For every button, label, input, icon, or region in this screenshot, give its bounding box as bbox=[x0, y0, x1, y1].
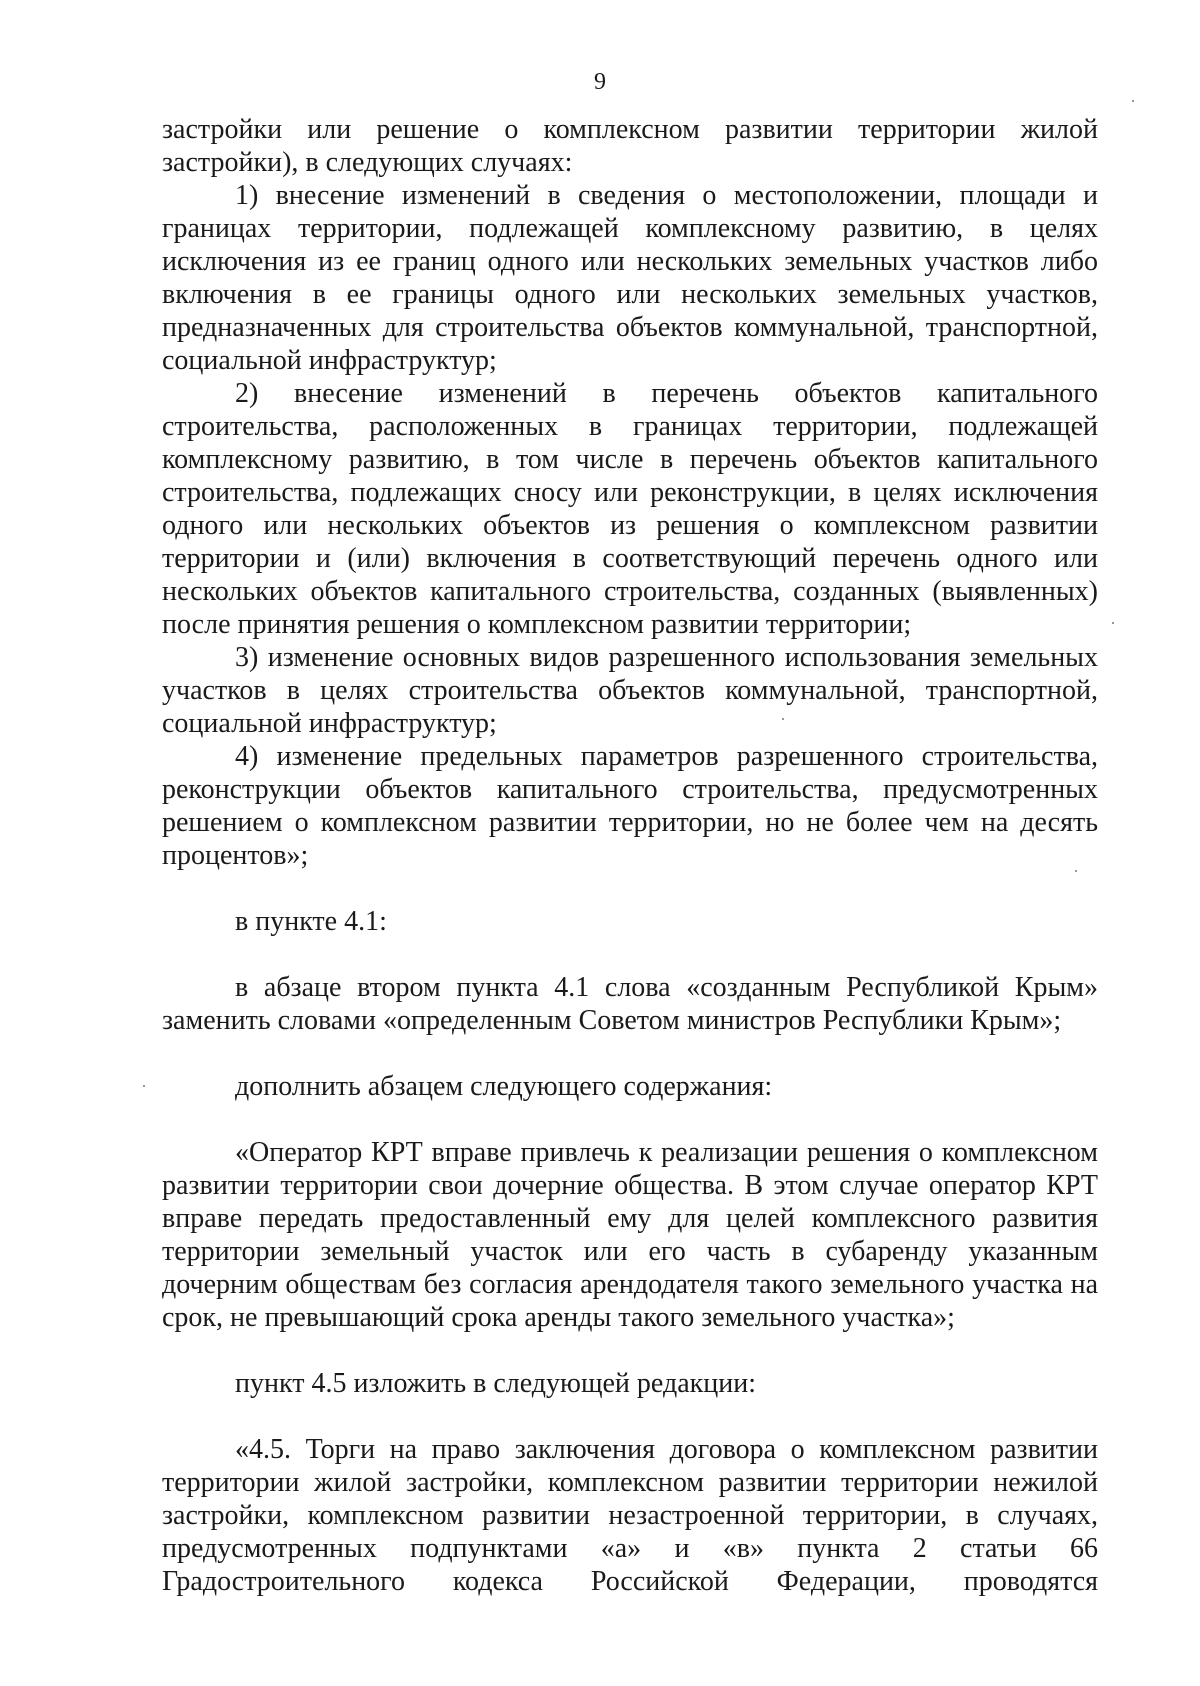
paragraph-point-4-1: в пункте 4.1: bbox=[235, 906, 387, 937]
spacer bbox=[162, 1037, 1098, 1070]
paragraph-item-1: 1) внесение изменений в сведения о местоположении, площади и границах территории, подлежащей комплексному развитию, в целях исключения из ее границ одного или нескольких земельных участков либо включения в ее границы одного или нескольких земельных участков, предназначенных для строительства объектов коммунальной, транспортной, социальной инфраструктур; bbox=[162, 180, 1098, 376]
paragraph-item-3: 3) изменение основных видов разрешенного использования земельных участков в целях строительства объектов коммунальной, транспортной, социальной инфраструктур; bbox=[162, 642, 1098, 739]
spacer bbox=[162, 1103, 1098, 1136]
spacer bbox=[162, 1334, 1098, 1367]
paragraph-operator-krt: «Оператор КРТ вправе привлечь к реализации решения о комплексном развитии территории свои дочерние общества. В этом случае оператор КРТ вправе передать предоставленный ему для целей комплексного развития территории земельный участок или его часть в субаренду указанным дочерним обществам без согласия арендодателя такого земельного участка на срок, не превышающий срока аренды такого земельного участка»; bbox=[162, 1137, 1098, 1333]
scan-speck bbox=[1075, 870, 1077, 872]
scan-speck bbox=[782, 718, 784, 720]
spacer bbox=[162, 938, 1098, 971]
paragraph-point-4-5-text: «4.5. Торги на право заключения договора о комплексном развитии территории жилой застройки, комплексном развитии территории нежилой застройки, комплексном развитии незастроенной территории, в случаях, предусмотренных подпунктами «а» и «в» пункта 2 статьи 66 Градостроительного кодекса Российской Федерации, проводятся bbox=[162, 1434, 1098, 1597]
scan-speck bbox=[1112, 622, 1114, 624]
paragraph-amendment-words: в абзаце втором пункта 4.1 слова «созданным Республикой Крым» заменить словами «определенным Советом министров Республики Крым»; bbox=[162, 972, 1098, 1036]
page-number: 9 bbox=[594, 69, 606, 95]
spacer bbox=[162, 1400, 1098, 1433]
spacer bbox=[162, 872, 1098, 905]
document-body bbox=[162, 113, 1098, 1598]
paragraph-item-2: 2) внесение изменений в перечень объектов капитального строительства, расположенных в границах территории, подлежащей комплексному развитию, в том числе в перечень объектов капитального строительства, подлежащих сносу или реконструкции, в целях исключения одного или нескольких объектов из решения о комплексном развитии территории и (или) включения в соответствующий перечень одного или нескольких объектов капитального строительства, созданных (выявленных) после принятия решения о комплексном развитии территории; bbox=[162, 378, 1098, 640]
paragraph-add-abzac: дополнить абзацем следующего содержания: bbox=[235, 1071, 773, 1102]
scan-speck bbox=[143, 1085, 145, 1087]
paragraph-item-4: 4) изменение предельных параметров разрешенного строительства, реконструкции объектов капитального строительства, предусмотренных решением о комплексном развитии территории, но не более чем на десять процентов»; bbox=[162, 741, 1098, 871]
paragraph-point-4-5-intro: пункт 4.5 изложить в следующей редакции: bbox=[235, 1368, 756, 1399]
paragraph-continuation: застройки или решение о комплексном развитии территории жилой застройки), в следующих случаях: bbox=[162, 114, 1098, 178]
scan-speck bbox=[1132, 100, 1134, 102]
